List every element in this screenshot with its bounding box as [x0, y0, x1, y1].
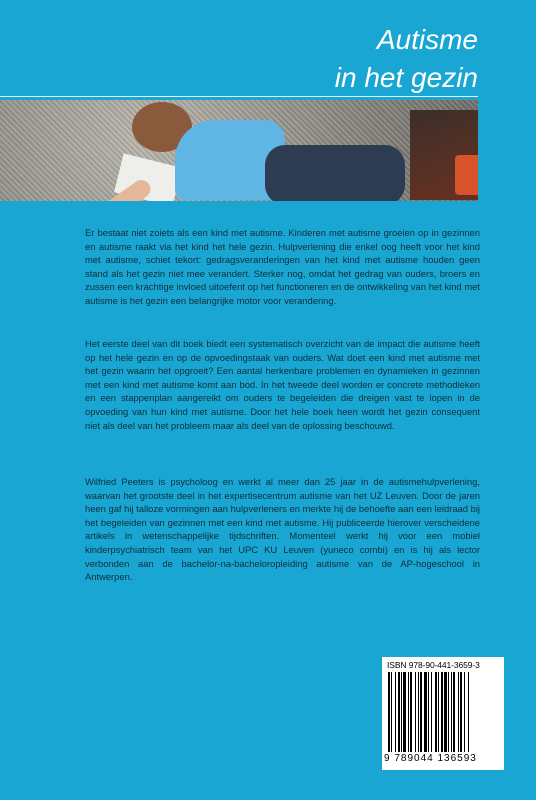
blurb-paragraph-2: Het eerste deel van dit boek biedt een systematisch overzicht van de impact die autisme heeft op het hele gezin en op de opvoedingstaak van ouders. Wat doet een kind met autisme met het gezin waarin het opgroeit? Een aantal herkenbare problemen en dynamieken in gezinnen met een kind met autisme komt aan bod. In het tweede deel worden er concrete methodieken en een stappenplan aangereikt om ouders te begeleiden die dreigen vast te lopen in de opvoeding van hun kind met autisme. Door het hele boek heen wordt het gezin consequent niet als deel van het probleem maar als deel van de oplossing beschouwd. [85, 338, 480, 431]
barcode [382, 657, 504, 770]
blurb-paragraph-1: Er bestaat niet zoiets als een kind met autisme. Kinderen met autisme groeien op in gezinnen en autisme raakt via het kind het hele gezin. Hulpverlening die enkel oog heeft voor het kind met autisme, schiet tekort: gedragsveranderingen van het kind met autisme houden geen stand als het gezin niet mee verandert. Sterker nog, omdat het gedrag van ouders, broers en zussen een krachtige invloed uitoefent op het functioneren en de ontwikkeling van het kind met autisme is het gezin een belangrijke motor voor verandering. [85, 227, 480, 306]
cover-photo [0, 100, 478, 201]
isbn-label: ISBN 978-90-441-3659-3 [387, 660, 480, 670]
book-title-line-1: Autisme [376, 24, 478, 55]
book-title-line-2: in het gezin [334, 62, 478, 93]
barcode-bars [388, 672, 498, 752]
barcode-digits: 9 789044 136593 [384, 753, 477, 764]
author-bio: Wilfried Peeters is psycholoog en werkt al meer dan 25 jaar in de autismehulpverlening, waarvan het grootste deel in het expertisecentrum autisme van het UZ Leuven. Door de jaren heen gaf hij talloze vormingen aan hulpverleners en merkte hij de behoefte aan een leidraad bij het begeleiden van gezinnen met een kind met autisme. Hij publiceerde hierover verscheidene artikels in wetenschappelijke tijdschriften. Momenteel werkt hij voor een mobiel kinderpsychiatrisch team van het UPC KU Leuven (yuneco combi) en is hij als lector verbonden aan de bachelor-na-bacheloropleiding autisme van de AP-hogeschool in Antwerpen. [85, 476, 480, 583]
title-divider [0, 96, 478, 97]
